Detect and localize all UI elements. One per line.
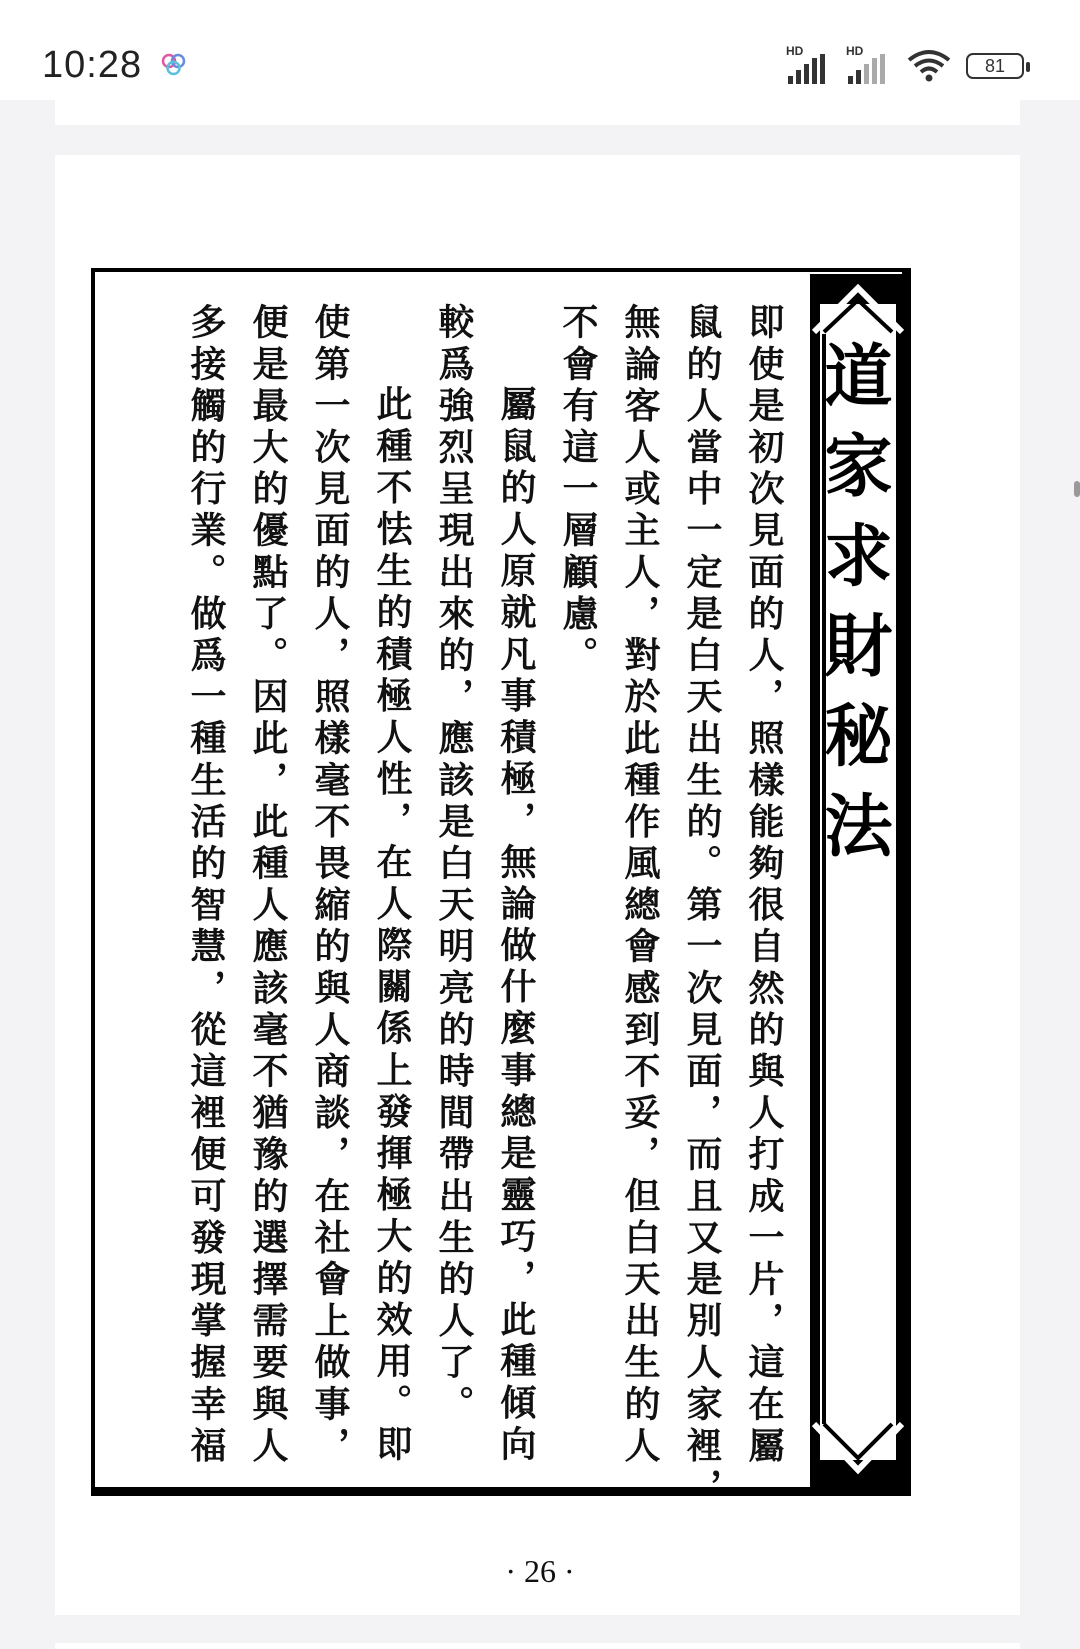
previous-page-edge [55, 100, 1020, 125]
hd-label-1: HD [786, 44, 804, 58]
section-title: 道家求財秘法 [813, 340, 893, 880]
status-bar [0, 0, 1080, 100]
hd-label-2: HD [846, 44, 864, 58]
wifi-icon [906, 48, 952, 84]
text-column: 多接觸的行業。做爲一種生活的智慧，從這裡便可發現掌握幸福 [185, 303, 227, 1468]
scrollbar-thumb[interactable] [1074, 481, 1080, 497]
text-column: 不會有這一層顧慮。 [557, 303, 599, 678]
text-column: 此種不怯生的積極人性，在人際關係上發揮極大的效用。即 [371, 385, 413, 1467]
text-column: 即使是初次見面的人，照樣能夠很自然的與人打成一片，這在屬 [743, 303, 785, 1468]
text-column: 鼠的人當中一定是白天出生的。第一次見面，而且又是別人家裡， [681, 303, 723, 1510]
app-notification-icon [160, 52, 188, 82]
text-column: 便是最大的優點了。因此，此種人應該毫不猶豫的選擇需要與人 [247, 303, 289, 1468]
next-page-edge [55, 1643, 1020, 1649]
text-column: 較爲強烈呈現出來的，應該是白天明亮的時間帶出生的人了。 [433, 303, 475, 1427]
body-text [95, 303, 795, 1510]
text-column: 無論客人或主人，對於此種作風總會感到不妥，但白天出生的人 [619, 303, 661, 1468]
clock: 10:28 [42, 44, 143, 86]
battery-level: 81 [984, 55, 1006, 76]
status-icons [786, 44, 1024, 84]
signal-2-icon [846, 44, 892, 84]
signal-1-icon [786, 44, 832, 84]
battery-icon [966, 53, 1024, 79]
text-column: 屬鼠的人原就凡事積極，無論做什麼事總是靈巧，此種傾向 [495, 385, 537, 1467]
page-number: · 26 · [505, 1553, 575, 1589]
text-column: 使第一次見面的人，照樣毫不畏縮的與人商談，在社會上做事， [309, 303, 351, 1468]
